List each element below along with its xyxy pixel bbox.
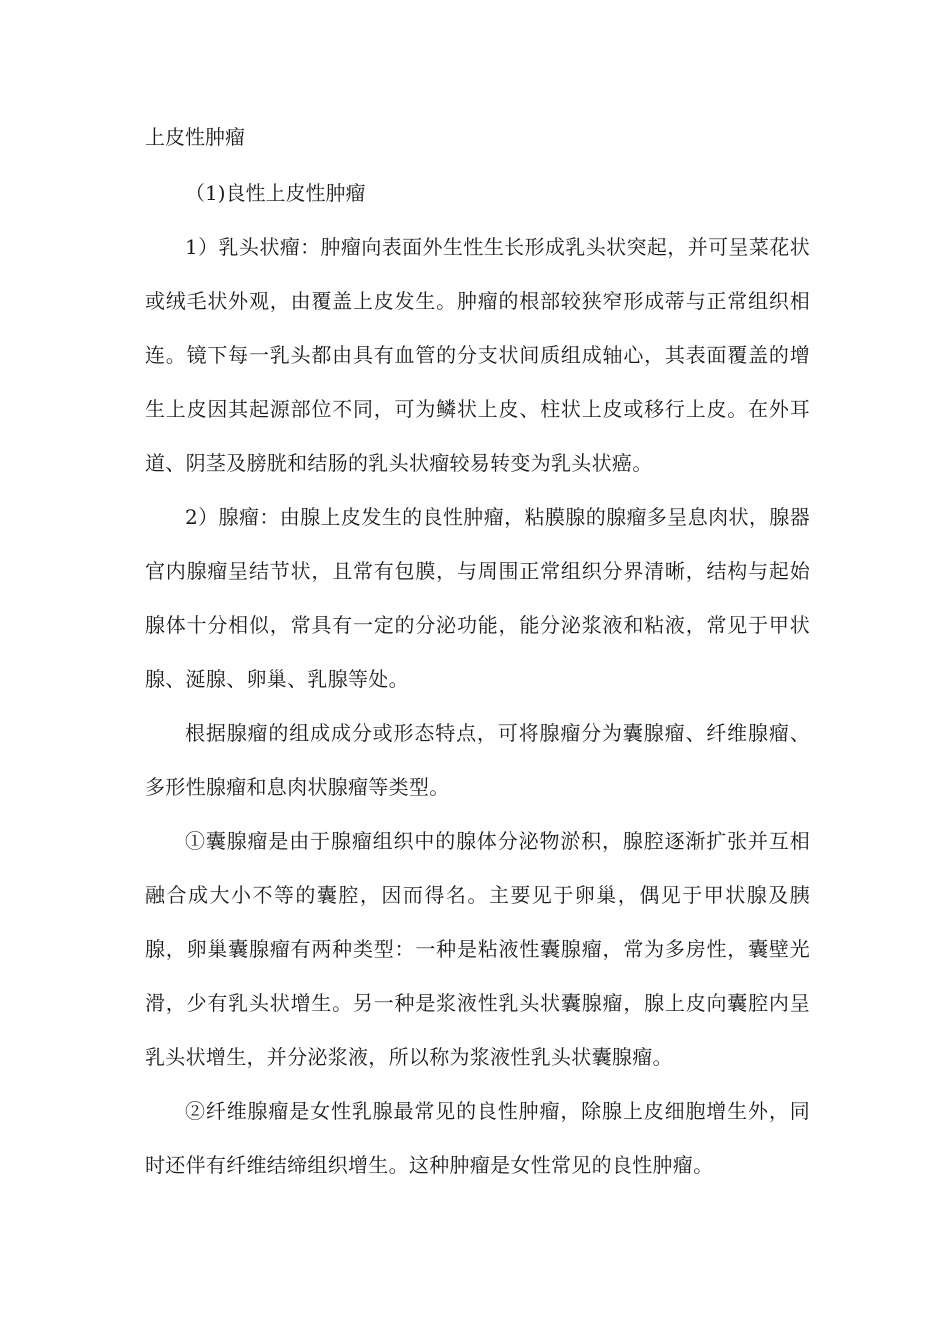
section-heading: （1)良性上皮性肿瘤 <box>185 181 366 205</box>
paragraph-adenoma: 2）腺瘤：由腺上皮发生的良性肿瘤，粘膜腺的腺瘤多呈息肉状，腺器官内腺瘤呈结节状，且常有包膜，与周围正常组织分界清晰，结构与起始腺体十分相似，常具有一定的分泌功能，能分泌浆液和粘液，常见于甲状腺、涎腺、卵巢、乳腺等处。 <box>145 505 810 691</box>
document-title: 上皮性肿瘤 <box>145 125 245 149</box>
paragraph-fibroadenoma: ②纤维腺瘤是女性乳腺最常见的良性肿瘤，除腺上皮细胞增生外，同时还伴有纤维结缔组织增生。这种肿瘤是女性常见的良性肿瘤。 <box>145 1099 810 1177</box>
paragraph-adenoma-types: 根据腺瘤的组成成分或形态特点，可将腺瘤分为囊腺瘤、纤维腺瘤、多形性腺瘤和息肉状腺瘤等类型。 <box>145 721 810 799</box>
paragraph-cystadenoma: ①囊腺瘤是由于腺瘤组织中的腺体分泌物淤积，腺腔逐渐扩张并互相融合成大小不等的囊腔，因而得名。主要见于卵巢，偶见于甲状腺及胰腺，卵巢囊腺瘤有两种类型：一种是粘液性囊腺瘤，常为多房性，囊壁光滑，少有乳头状增生。另一种是浆液性乳头状囊腺瘤，腺上皮向囊腔内呈乳头状增生，并分泌浆液，所以称为浆液性乳头状囊腺瘤。 <box>145 829 810 1069</box>
paragraph-papilloma: 1）乳头状瘤：肿瘤向表面外生性生长形成乳头状突起，并可呈菜花状或绒毛状外观，由覆盖上皮发生。肿瘤的根部较狭窄形成蒂与正常组织相连。镜下每一乳头都由具有血管的分支状间质组成轴心，其表面覆盖的增生上皮因其起源部位不同，可为鳞状上皮、柱状上皮或移行上皮。在外耳道、阴茎及膀胱和结肠的乳头状瘤较易转变为乳头状癌。 <box>145 235 810 475</box>
document-body <box>145 120 810 1192</box>
